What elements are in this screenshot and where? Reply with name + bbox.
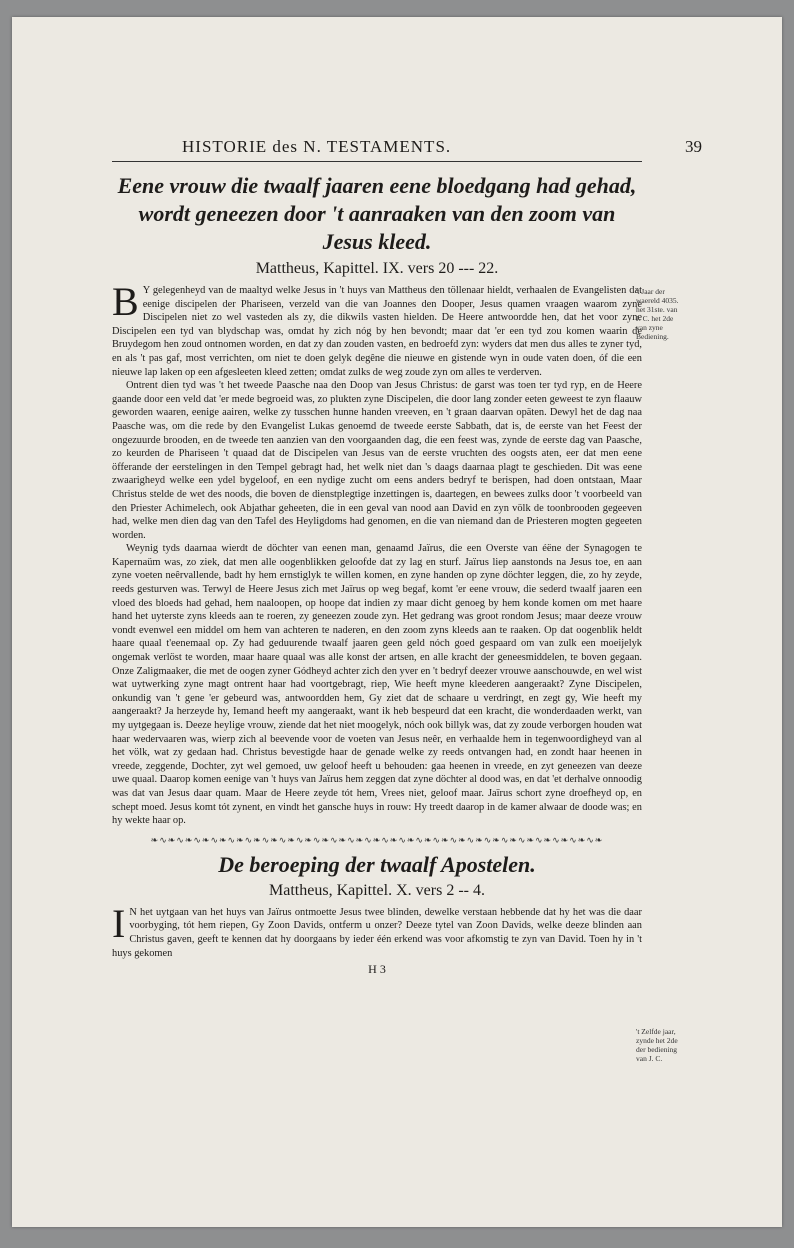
page-header (112, 137, 702, 162)
signature-mark: H 3 (368, 962, 386, 977)
section1-paragraph-3: Weynig tyds daarnaa wierdt de döchter van eenen man, genaamd Jaïrus, die een Overste van éëne der Synagogen te Kapernaüm was, zo ziek, dat men alle oogenblikken geloofde dat zy lag en sturf. Jaïrus liep aanstonds na Jesus toe, en aan zyne voeten neêrvallende, badt hy hem ernstiglyk te willen komen, en zyne handen op zyne döchter leggen, die, zo hy zeyde, reeds gesturven was. Terwyl de Heere Jesus zich met Jaïrus op weg begaf, komt 'er eene vrouw, die sederd twaalf jaaren een vloed des bloeds had gehad, hem naaloopen, op hoope dat indien zy maar dicht genoeg by hem konde komen om met haare hand het uyterste zyns kleeds aan te roeren, zy geneezen zoude zyn. Het gedrang was groot rondom Jesus; maar deeze vrouw vondt evenwel een middel om hem van achteren te naderen, en den zoom zyns kleeds aan te raaken. Op dat oogenblik heldt haare quaal t'eenemaal op. Zy had geduurende twaalf jaaren geen geld nóch goed gespaard om van zulk een moeijelyk ongemak verlöst te worden, maar haare quaal was alle konst der artsen, en alle kracht der geneesmiddelen, te boven gegaan. Onze Zaligmaaker, die met de oogen zyner Gódheyd achter zich den yver en 't bedryf deezer vrouwe aanschouwde, en wel wist wat uytwerking zyne magt ontrent haar had voortgebragt, riep, Wie heeft myne kleederen aangeraakt? Zyne Discipelen, onkundig van 't gene 'er gebeurd was, antwoordden hem, Gy ziet dat de schaare u verdringt, en zegt gy, Wie heeft my aangeraakt? Ja herzeyde hy, Iemand heeft my aangeraakt, want ik heb bespeurd dat een kracht, die wonderdaaden werkt, van my uytgegaan is. Deeze heylige vrouw, ziende dat het niet moogelyk, nóch ook billyk was, dat zy zoude verborgen houden wat haar wedervaaren was, wierp zich al beevende voor de voeten van Jesus neêr, en verhaalde hem in tegenwoordigheyd van al het völk, wat zy gedaan had. Christus bevestigde haar de genade welke zy reeds ontvangen had, en zondt haar heenen in vreede, zeggende, Dochter, zyt wel gemoed, uw geloof heeft u behouden: gaa heenen in vreede, en zyt geneezen van deeze uwe quaal. Daarop komen eenige van 't huys van Jaïrus hem zeggen dat zyne döchter al dood was, en dat 'et derhalve onnoodig was dat van Jesus daar quam. Maar de Heere zeyde tót hem, Vrees niet, geloof maar. Jaïrus schort zyne droefheyd op, en schept moed. Jesus komt tót zynent, en vindt het gansche huys in rouw: Hy treedt daarop in de kamer alwaar de doode was; en hy wekte haar op. (112, 543, 642, 827)
section1-paragraph-1-text: Y gelegenheyd van de maaltyd welke Jesus in 't huys van Mattheus den töllenaar hieldt, verhaalen de Evangelisten dat eenige discipelen der Phariseen, verzeld van die van Joannes den Dooper, Jesus quamen vraagen waarom zyne Discipelen niet zo wel vasteden als zy, die dikwils vasten hielden. De Heere antwoordde hen, dat het voor zyne Discipelen een tyd van blydschap was, omdat hy zich nóg by hen bevondt; maar dat 'er een tyd zou komen waarin de Bruydegom hen zoud ontnomen worden, en dat zy dan zouden vasten, en bedroefd zyn: wyders dat men dus alles te zyner tyd, en als 't pas gaf, most verrichten, om niet te doen gelyk degêne die nieuwe en gistende wyn in oude vaten doen, óf die een nieuwe lap laken op een afgesleeten kleed zetten; omdat zulks de weg zoude zyn om alles te verderven. (112, 285, 642, 378)
running-head: HISTORIE des N. TESTAMENTS. (182, 137, 452, 156)
section1-title: Eene vrouw die twaalf jaaren eene bloedgang had gehad, wordt geneezen door 't aanraaken van den zoom van Jesus kleed. (117, 173, 637, 254)
section1-paragraph-2: Ontrent dien tyd was 't het tweede Paasche naa den Doop van Jesus Christus: de garst was toen ter tyd ryp, en de Heere gaande door een veld dat 'er mede begroeid was, zo plukten zyne Discipelen, die door lang zonder eeten geweest te zyn flaauw geworden waaren, eenige aairen, welke zy tusschen hunne handen vreeven, en 't graan daarvan opäten. Dewyl het de dag naa Paasche was, om die rede by den Evangelist Lukas genoemd de tweede eerste Sabbath, dat is, de eerste van het Feest der ongezuurde brooden, en de tweede ten aanzien van den voorgaanden dag, die een feest was, zynde de eerste dag van Paasche, zo keurden de Phariseen 't quaad dat de Discipelen van Jesus van de eerste vruchten des oogsts aten, eer dat men eene öfferande der eerstelingen in den Tempel gebragt had, het welk niet dan 's daags daarnaa plagt te geschieden. Dit was eene zwaarigheyd welke een ydel bygeloof, en een nydige zucht om eens anders bedryf te berispen, had doen ontstaan, Maar Christus stelde de wet des noods, die boven de dienstplegtige inzettingen is, daartegen, en bewees zulks door 't voorbeeld van den Priester Achimelech, ook Abjathar geheeten, die in een geval van nood aan David en zyn völk de toonbrooden gegeeven had, welke men dien dag van den Tafel des Heyligdoms had genomen, en die van niemand dan de Priesteren mogten gegeeten worden. (112, 380, 642, 541)
section1-reference: Mattheus, Kapittel. IX. vers 20 --- 22. (255, 260, 499, 277)
ornamental-divider: ❧∿❧∿❧∿❧∿❧∿❧∿❧∿❧∿❧∿❧∿❧∿❧∿❧∿❧∿❧∿❧∿❧∿❧∿❧∿❧∿❧∿❧∿❧∿❧∿❧∿❧∿❧ (150, 835, 604, 846)
section2-paragraph-1-text: N het uytgaan van het huys van Jaïrus ontmoette Jesus twee blinden, dewelke verstaan hebbende dat hy het was die daar voorbyging, tót hem riepen, Gy Zoon Davids, ontferm u onzer? Deeze tytel van Zoon Davids, welke deeze blinden aan Christus gaven, geeft te kennen dat hy doorgaans by ieder één erkend was voor afkomstig te zyn van David. Toen hy in 't huys gekomen (112, 906, 642, 959)
section2-paragraph-1 (112, 900, 642, 960)
margin-note-2: 't Zelfde jaar, zynde het 2de der bediening van J. C. (636, 1027, 678, 1063)
paper-sheet (12, 17, 782, 1227)
margin-note-1: 't Jaar der waereld 4035. het 31ste. van J. C. het 2de van zyne Bediening. (636, 287, 679, 341)
drop-cap-2: I (112, 900, 126, 946)
section2-title: De beroeping der twaalf Apostelen. (218, 851, 536, 877)
section2-reference: Mattheus, Kapittel. X. vers 2 -- 4. (269, 881, 485, 899)
page-number: 39 (685, 137, 702, 156)
drop-cap: B (112, 279, 139, 324)
section1-paragraph-1 (112, 279, 642, 379)
